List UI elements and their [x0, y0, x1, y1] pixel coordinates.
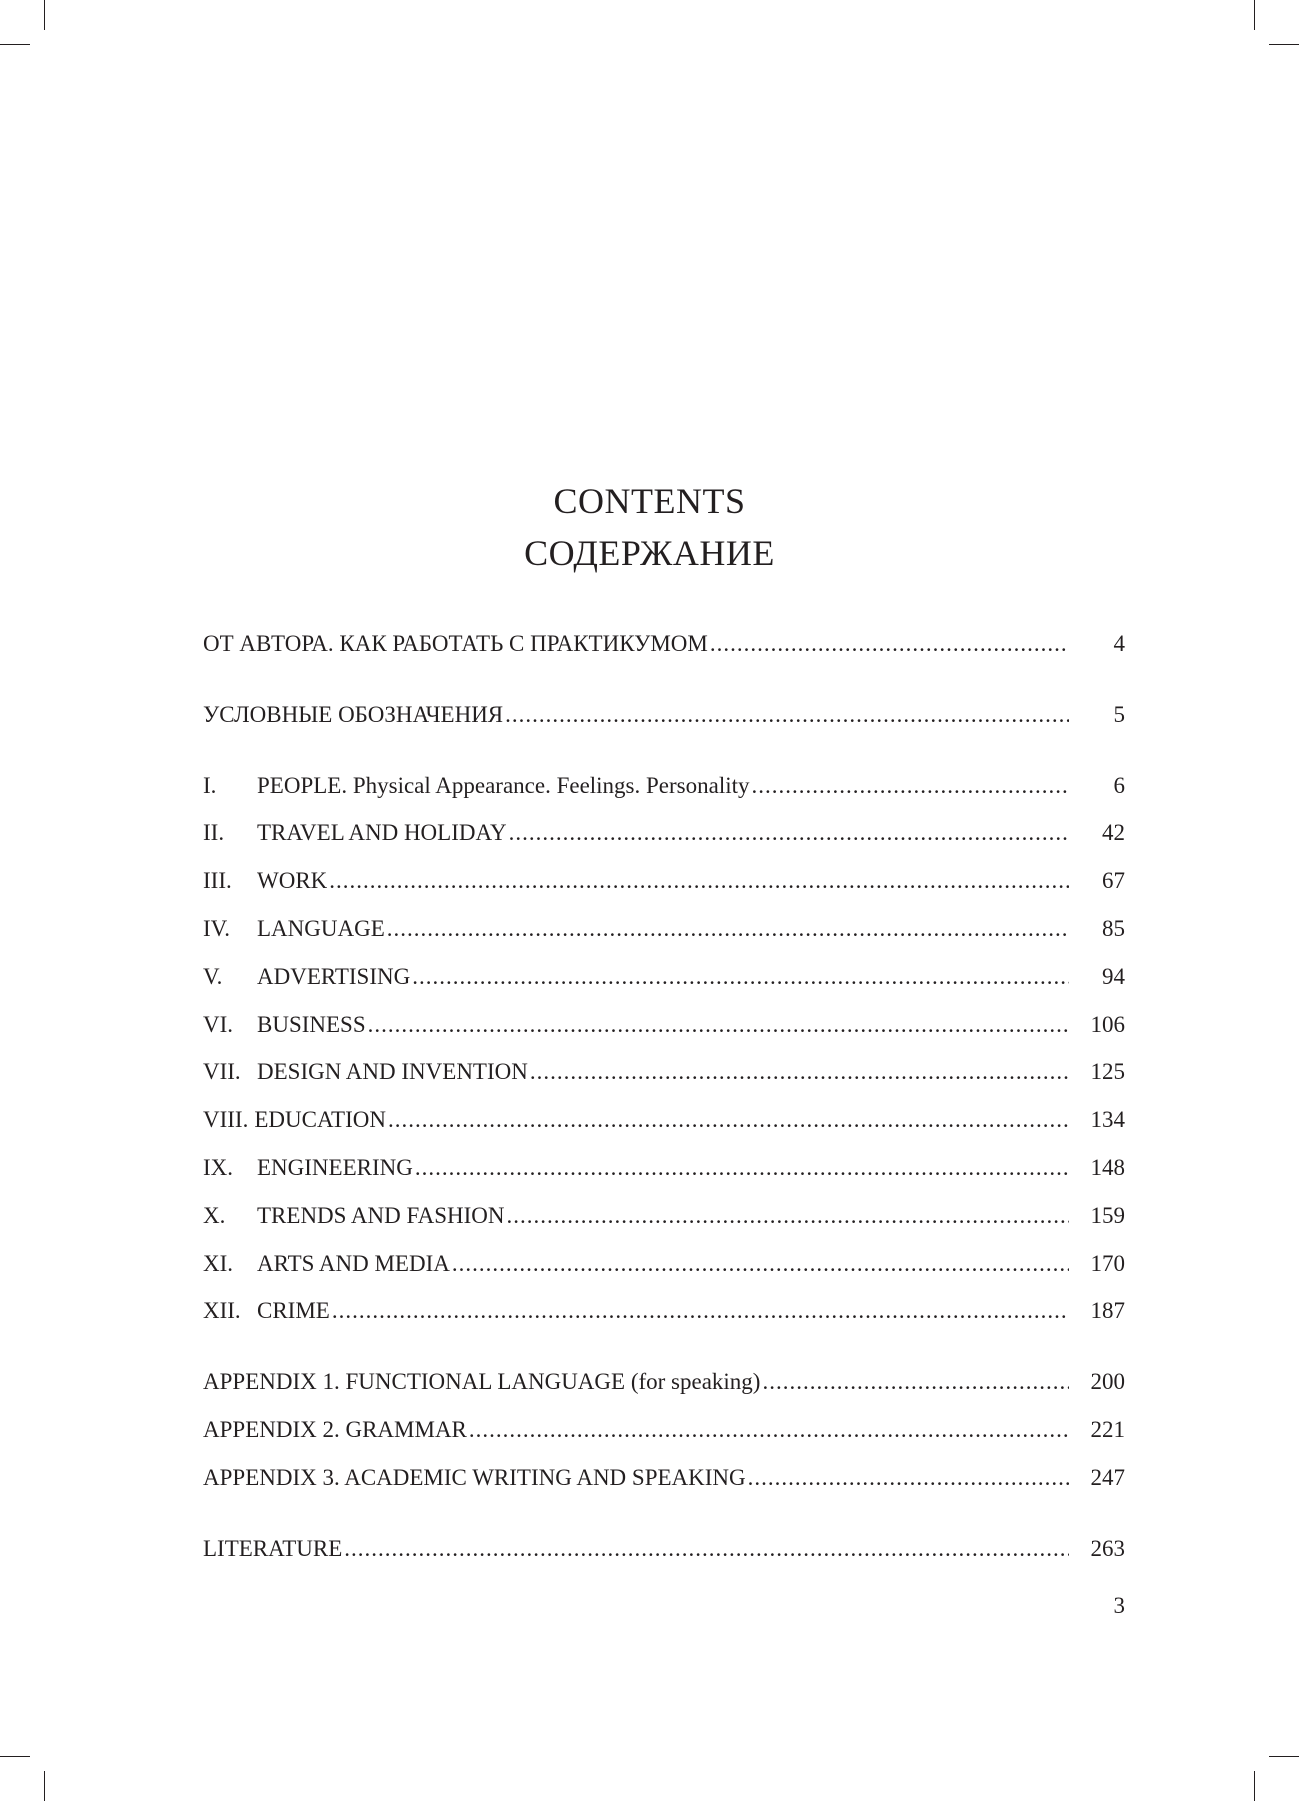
chapter-title: TRAVEL AND HOLIDAY: [257, 820, 507, 846]
chapter-page: 125: [1090, 1059, 1125, 1085]
chapter-number: VIII.: [203, 1107, 249, 1133]
dot-leader: [710, 620, 1069, 668]
dot-leader: [415, 1144, 1069, 1192]
chapter-title: ENGINEERING: [257, 1154, 413, 1180]
chapter-number: X.: [203, 1202, 226, 1228]
chapter-title: BUSINESS: [257, 1011, 366, 1037]
chapter-page: 148: [1090, 1154, 1125, 1180]
chapter-page: 187: [1090, 1298, 1125, 1324]
dot-leader: [388, 1096, 1069, 1144]
toc-entry-page: 263: [1090, 1535, 1125, 1561]
chapter-page: 42: [1102, 820, 1125, 846]
chapter-title: DESIGN AND INVENTION: [257, 1059, 528, 1085]
chapter-title: EDUCATION: [254, 1107, 386, 1133]
crop-mark-top-right-vertical: [1254, 0, 1255, 30]
dot-leader: [509, 809, 1069, 857]
appendix-page: 221: [1090, 1416, 1125, 1442]
chapter-number: XI.: [203, 1250, 234, 1276]
chapter-page: 85: [1102, 915, 1125, 941]
toc-appendix-3[interactable]: [203, 1454, 1125, 1502]
dot-leader: [387, 905, 1069, 953]
appendix-page: 247: [1090, 1464, 1125, 1490]
toc-entry-from-author[interactable]: [203, 620, 1125, 668]
dot-leader: [344, 1525, 1069, 1573]
chapter-page: 6: [1113, 772, 1125, 798]
page-title-russian: СОДЕРЖАНИЕ: [524, 533, 775, 573]
chapter-page: 94: [1102, 963, 1125, 989]
chapter-title: WORK: [257, 868, 328, 894]
chapter-title: PEOPLE. Physical Appearance. Feelings. Personality: [257, 772, 750, 798]
toc-entry-legend[interactable]: [203, 691, 1125, 739]
dot-leader: [530, 1048, 1069, 1096]
chapter-page: 67: [1102, 868, 1125, 894]
toc-entry-label: УСЛОВНЫЕ ОБОЗНАЧЕНИЯ: [203, 701, 504, 727]
toc-entry-page: 4: [1113, 631, 1125, 656]
chapter-page: 134: [1090, 1107, 1125, 1133]
appendix-page: 200: [1090, 1369, 1125, 1395]
crop-mark-bottom-left-vertical: [44, 1771, 45, 1801]
toc-chapter-12[interactable]: [203, 1287, 1125, 1335]
dot-leader: [762, 1358, 1069, 1406]
table-of-contents: [203, 620, 1125, 1572]
chapter-title: LANGUAGE: [257, 915, 385, 941]
appendix-title: APPENDIX 1. FUNCTIONAL LANGUAGE (for speaking): [203, 1369, 761, 1395]
crop-mark-top-left-vertical: [44, 0, 45, 30]
contents-heading: [0, 475, 1299, 579]
chapter-number: VII.: [203, 1059, 241, 1085]
toc-chapter-2[interactable]: [203, 809, 1125, 857]
chapter-number: XII.: [203, 1298, 241, 1324]
dot-leader: [469, 1406, 1069, 1454]
page-number: 3: [1113, 1593, 1125, 1618]
page-title-english: CONTENTS: [553, 481, 746, 521]
toc-entry-label: LITERATURE: [203, 1535, 343, 1561]
dot-leader: [452, 1240, 1069, 1288]
toc-chapter-8[interactable]: [203, 1096, 1125, 1144]
toc-chapter-3[interactable]: [203, 857, 1125, 905]
toc-chapter-1[interactable]: [203, 762, 1125, 810]
toc-chapter-6[interactable]: [203, 1001, 1125, 1049]
toc-entry-literature[interactable]: [203, 1525, 1125, 1573]
dot-leader: [505, 691, 1069, 739]
toc-chapter-4[interactable]: [203, 905, 1125, 953]
chapter-title: ADVERTISING: [257, 963, 411, 989]
appendix-title: APPENDIX 3. ACADEMIC WRITING AND SPEAKING: [203, 1464, 746, 1490]
toc-chapter-7[interactable]: [203, 1048, 1125, 1096]
toc-appendix-1[interactable]: [203, 1358, 1125, 1406]
chapter-number: II.: [203, 820, 225, 846]
chapter-number: III.: [203, 868, 232, 894]
dot-leader: [368, 1001, 1069, 1049]
toc-entry-page: 5: [1113, 701, 1125, 727]
crop-mark-bottom-left-horizontal: [0, 1756, 30, 1757]
chapter-title: CRIME: [257, 1298, 330, 1324]
toc-chapter-5[interactable]: [203, 953, 1125, 1001]
chapter-number: IX.: [203, 1154, 234, 1180]
toc-chapter-9[interactable]: [203, 1144, 1125, 1192]
dot-leader: [507, 1192, 1070, 1240]
chapter-page: 159: [1090, 1202, 1125, 1228]
toc-appendix-2[interactable]: [203, 1406, 1125, 1454]
chapter-title: TRENDS AND FASHION: [257, 1202, 505, 1228]
toc-chapter-10[interactable]: [203, 1192, 1125, 1240]
crop-mark-top-left-horizontal: [0, 44, 30, 45]
dot-leader: [412, 953, 1069, 1001]
dot-leader: [329, 857, 1069, 905]
chapter-page: 106: [1090, 1011, 1125, 1037]
crop-mark-bottom-right-vertical: [1254, 1771, 1255, 1801]
toc-entry-label: ОТ АВТОРА. КАК РАБОТАТЬ С ПРАКТИКУМОМ: [203, 631, 708, 656]
chapter-title: ARTS AND MEDIA: [257, 1250, 450, 1276]
toc-chapter-11[interactable]: [203, 1240, 1125, 1288]
chapter-number: V.: [203, 963, 223, 989]
chapter-number: IV.: [203, 915, 231, 941]
crop-mark-top-right-horizontal: [1269, 44, 1299, 45]
chapter-page: 170: [1090, 1250, 1125, 1276]
chapter-number: I.: [203, 772, 217, 798]
crop-mark-bottom-right-horizontal: [1269, 1756, 1299, 1757]
appendix-title: APPENDIX 2. GRAMMAR: [203, 1416, 467, 1442]
dot-leader: [332, 1287, 1069, 1335]
dot-leader: [748, 1454, 1069, 1502]
dot-leader: [752, 762, 1069, 810]
chapter-number: VI.: [203, 1011, 234, 1037]
